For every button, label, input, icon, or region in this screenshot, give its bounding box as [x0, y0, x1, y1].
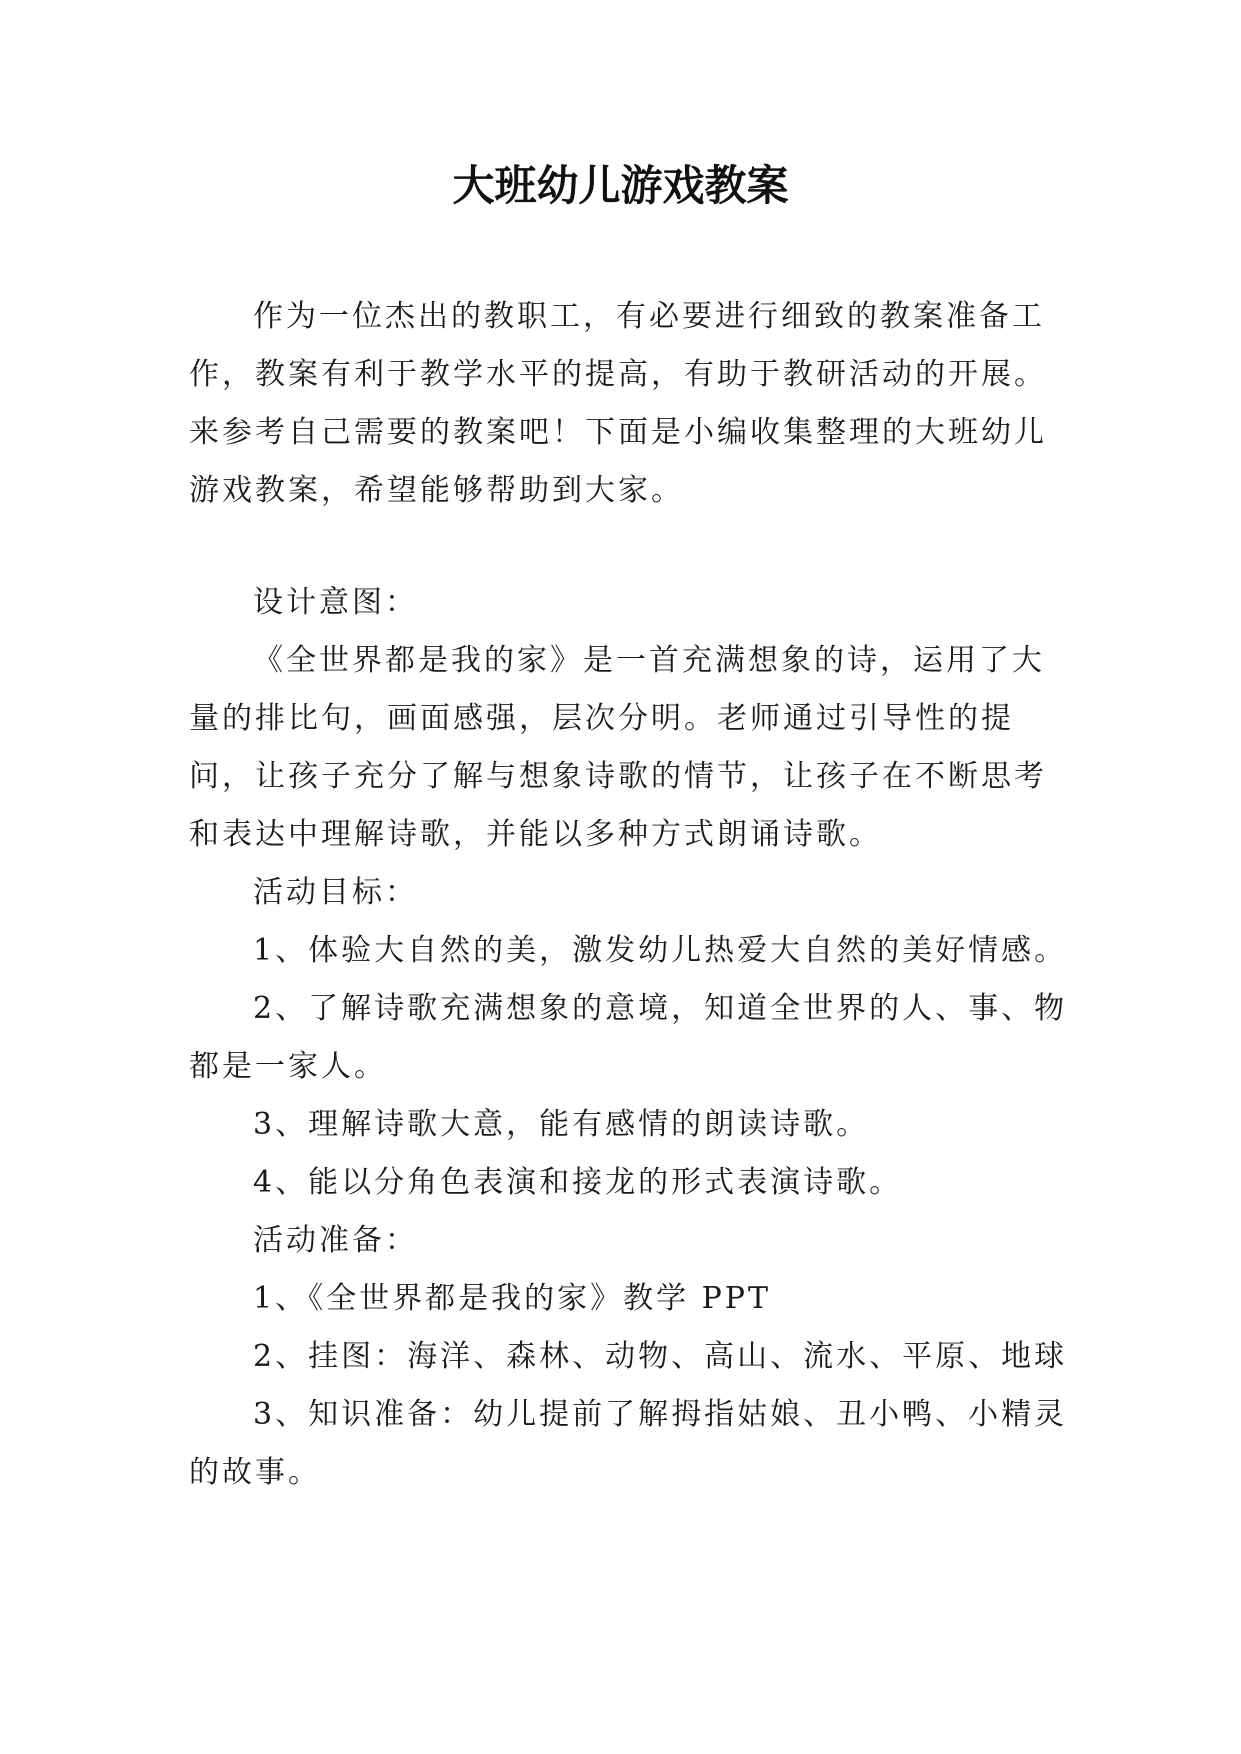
preparation-item: 3、知识准备：幼儿提前了解拇指姑娘、丑小鸭、小精灵的故事。: [189, 1397, 1068, 1490]
page-title: 大班幼儿游戏教案: [452, 161, 789, 210]
objective-item: 1、体验大自然的美，激发幼儿热爱大自然的美好情感。: [253, 933, 1068, 968]
intro-paragraph: 作为一位杰出的教职工，有必要进行细致的教案准备工作，教案有利于教学水平的提高，有助于教研活动的开展。来参考自己需要的教案吧！下面是小编收集整理的大班幼儿游戏教案，希望能够帮助到大家。: [189, 299, 1047, 508]
objective-item: 4、能以分角色表演和接龙的形式表演诗歌。: [253, 1165, 903, 1200]
objective-item: 2、了解诗歌充满想象的意境，知道全世界的人、事、物都是一家人。: [189, 991, 1068, 1084]
preparation-item: 2、挂图：海洋、森林、动物、高山、流水、平原、地球: [253, 1339, 1068, 1374]
objective-item: 3、理解诗歌大意，能有感情的朗读诗歌。: [253, 1107, 870, 1142]
intro-section: [189, 288, 1069, 520]
objectives-heading: 活动目标：: [253, 875, 418, 910]
preparation-heading: 活动准备：: [253, 1223, 418, 1258]
design-intent-heading: 设计意图：: [253, 585, 418, 620]
design-intent-paragraph: 《全世界都是我的家》是一首充满想象的诗，运用了大量的排比句，画面感强，层次分明。老师通过引导性的提问，让孩子充分了解与想象诗歌的情节，让孩子在不断思考和表达中理解诗歌，并能以多种方式朗诵诗歌。: [189, 643, 1047, 852]
lesson-content: [189, 574, 1069, 1502]
preparation-item: 1、《全世界都是我的家》教学 PPT: [253, 1281, 772, 1316]
